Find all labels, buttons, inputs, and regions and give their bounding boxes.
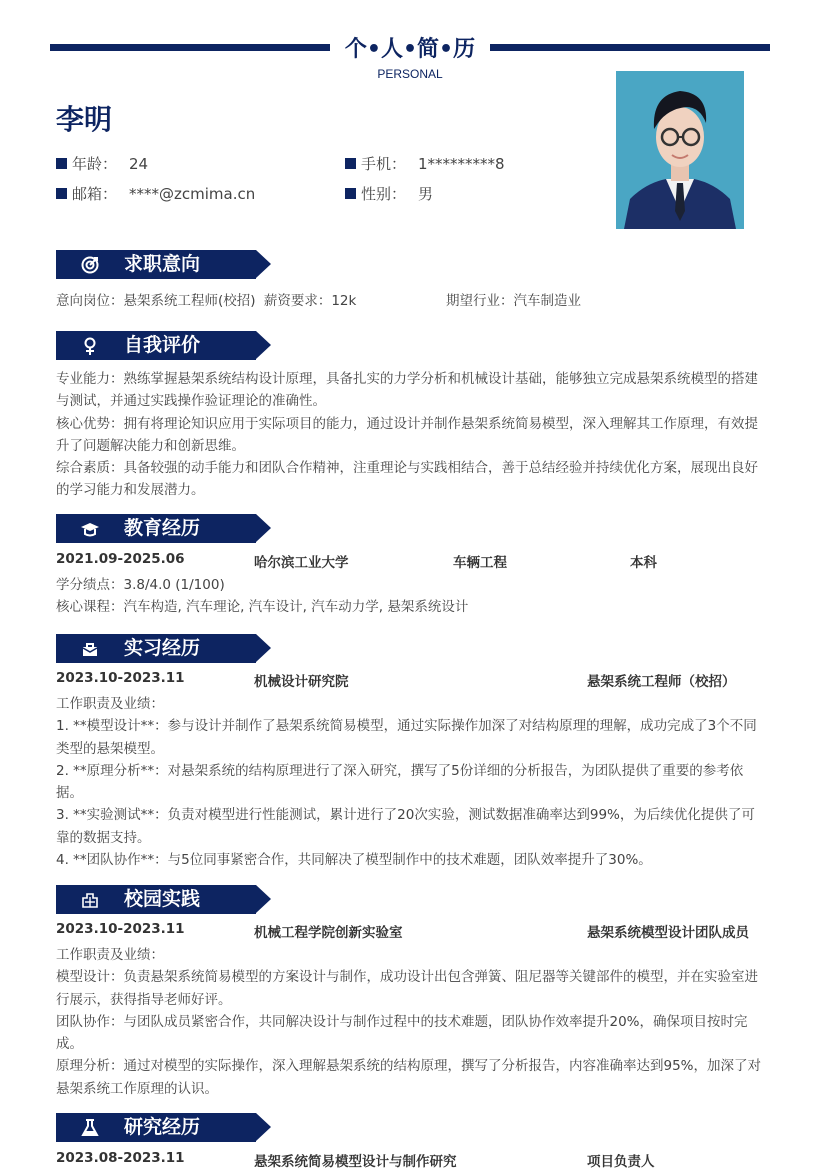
bullet-square-icon — [345, 188, 356, 199]
education-major: 车辆工程 — [453, 555, 507, 571]
resume-subtitle: PERSONAL — [377, 67, 443, 81]
education-row — [56, 551, 768, 573]
briefcase-icon — [80, 639, 100, 659]
education-period: 2021.09-2025.06 — [56, 551, 185, 567]
flask-icon — [80, 1118, 100, 1138]
internship-details — [56, 693, 768, 871]
bullet-square-icon — [56, 188, 67, 199]
campus-item: 原理分析：通过对模型的实际操作，深入理解悬架系统的结构原理，撰写了分析报告，内容准确率达到95%，加深了对悬架系统工作原理的认识。 — [56, 1058, 762, 1097]
bullet-square-icon — [345, 158, 356, 169]
target-icon — [80, 255, 100, 275]
internship-item: 1. **模型设计**：参与设计并制作了悬架系统简易模型，通过实际操作加深了对结构原理的理解，成功完成了3个不同类型的悬架模型。 — [56, 718, 757, 757]
section-title: 研究经历 — [124, 1116, 201, 1138]
section-title: 实习经历 — [124, 637, 201, 659]
section-title: 自我评价 — [124, 334, 201, 356]
self-eval-paragraph: 综合素质：具备较强的动手能力和团队合作精神，注重理论与实践相结合，善于总结经验并持续优化方案，展现出良好的学习能力和发展潜力。 — [56, 460, 758, 499]
campus-item: 团队协作：与团队成员紧密合作，共同解决设计与制作过程中的技术难题，团队协作效率提升20%，确保项目按时完成。 — [56, 1013, 748, 1053]
research-project: 悬架系统简易模型设计与制作研究 — [254, 1154, 457, 1170]
age-label: 年龄： — [72, 155, 118, 173]
candidate-name: 李明 — [56, 103, 113, 136]
education-gpa: 学分绩点：3.8/4.0 (1/100) — [56, 577, 225, 593]
section-header-self-eval — [56, 331, 272, 360]
internship-item: 3. **实验测试**：负责对模型进行性能测试，累计进行了20次实验，测试数据准确率达到99%，为后续优化提供了可靠的数据支持。 — [56, 807, 755, 846]
section-header-education — [56, 514, 272, 543]
campus-item: 模型设计：负责悬架系统简易模型的方案设计与制作，成功设计出包含弹簧、阻尼器等关键部件的模型，并在实验室进行展示，获得指导老师好评。 — [56, 969, 758, 1008]
self-eval-paragraph: 核心优势：拥有将理论知识应用于实际项目的能力，通过设计并制作悬架系统简易模型，深入理解其工作原理，有效提升了问题解决能力和创新思维。 — [56, 415, 758, 454]
self-eval-text — [56, 368, 768, 502]
section-title: 校园实践 — [124, 888, 201, 910]
education-degree: 本科 — [630, 555, 657, 571]
campus-role: 悬架系统模型设计团队成员 — [587, 925, 749, 941]
internship-company: 机械设计研究院 — [254, 674, 349, 690]
intent-salary: 薪资要求：12k — [263, 293, 357, 309]
email-value: ****@zcmima.cn — [129, 184, 256, 203]
header-rule-right — [490, 44, 770, 51]
internship-row — [56, 670, 768, 692]
building-icon — [80, 890, 100, 910]
research-period: 2023.08-2023.11 — [56, 1150, 185, 1166]
internship-role: 悬架系统工程师（校招） — [587, 674, 736, 690]
portrait-icon — [616, 71, 744, 229]
gender-value: 男 — [418, 185, 434, 203]
internship-period: 2023.10-2023.11 — [56, 670, 185, 686]
age-value: 24 — [129, 154, 149, 173]
resume-title: 个•人•简•历 — [344, 37, 476, 62]
phone-value: 1*********8 — [418, 154, 505, 173]
section-header-campus — [56, 885, 272, 914]
education-details — [56, 574, 768, 619]
graduation-cap-icon — [80, 519, 100, 539]
section-header-internship — [56, 634, 272, 663]
intent-industry: 期望行业：汽车制造业 — [446, 293, 581, 309]
intent-row — [56, 290, 768, 312]
header-rule-left — [50, 44, 330, 51]
research-row — [56, 1150, 768, 1172]
internship-item: 2. **原理分析**：对悬架系统的结构原理进行了深入研究，撰写了5份详细的分析报告，为团队提供了重要的参考依据。 — [56, 762, 744, 802]
email-label: 邮箱： — [72, 185, 118, 203]
research-role: 项目负责人 — [587, 1154, 655, 1170]
campus-details — [56, 944, 768, 1100]
section-title: 求职意向 — [124, 253, 201, 275]
internship-item: 4. **团队协作**：与5位同事紧密合作，共同解决了模型制作中的技术难题，团队效率提升了30%。 — [56, 852, 652, 869]
education-school: 哈尔滨工业大学 — [254, 555, 349, 571]
campus-row — [56, 921, 768, 943]
campus-duty-label: 工作职责及业绩： — [56, 947, 164, 963]
section-header-research — [56, 1113, 272, 1142]
profile-photo — [616, 71, 744, 229]
info-gender — [345, 183, 433, 204]
intent-position: 意向岗位：悬架系统工程师(校招) — [56, 293, 256, 309]
info-phone — [345, 153, 505, 174]
education-courses: 核心课程：汽车构造, 汽车理论, 汽车设计, 汽车动力学, 悬架系统设计 — [56, 599, 469, 616]
gender-label: 性别： — [361, 185, 407, 203]
phone-label: 手机： — [361, 155, 407, 173]
info-email — [56, 183, 255, 204]
campus-period: 2023.10-2023.11 — [56, 921, 185, 937]
internship-duty-label: 工作职责及业绩： — [56, 696, 164, 712]
info-age — [56, 153, 148, 174]
self-eval-paragraph: 专业能力：熟练掌握悬架系统结构设计原理，具备扎实的力学分析和机械设计基础，能够独立完成悬架系统模型的搭建与测试，并通过实践操作验证理论的准确性。 — [56, 371, 758, 410]
campus-org: 机械工程学院创新实验室 — [254, 925, 403, 941]
flower-icon — [80, 336, 100, 356]
section-title: 教育经历 — [124, 517, 201, 539]
section-header-intent — [56, 250, 272, 279]
bullet-square-icon — [56, 158, 67, 169]
